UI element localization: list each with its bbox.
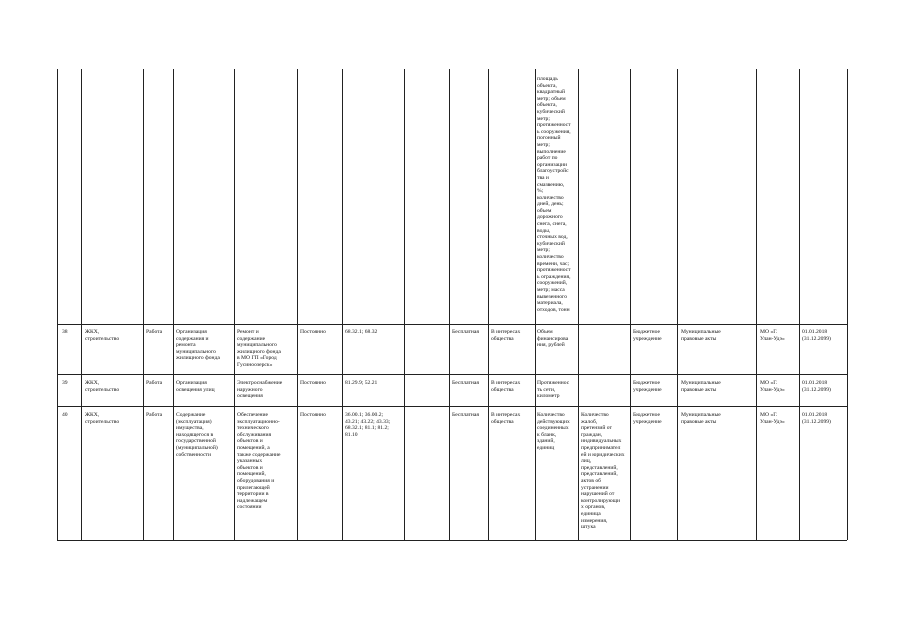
table-grid-line [488,69,489,540]
cell-content: Ремонт и содержание муниципального жилищного фонда в МО ГП «Город Гусиноозерск» [237,329,281,368]
cell-frequency: Постоянно [300,329,326,335]
table-grid-line [449,69,450,540]
cell-okved: 81.29.9; 52.21 [345,380,378,386]
cell-number: 39 [62,380,68,386]
cell-institution-type: Бюджетное учреждение [633,412,662,425]
cell-dates: 01.01.2018 (31.12.2099) [802,412,831,425]
cell-interests: В интересах общества [491,380,521,393]
table-grid-line [143,69,144,540]
cell-content: Электроснабжение наружного освещения [237,380,283,400]
cell-quality-indicator: Количество жалоб, претензий от граждан, индивидуальных предпринимател ей и юридических лиц, представлений, представлений, актов об устранении нарушений от контролирующи х органов, единица измерения, штука [581,412,625,531]
cell-institution-type: Бюджетное учреждение [633,329,662,342]
table-grid-line [57,540,847,541]
table-grid-line [847,69,848,540]
table-grid-line [173,69,174,540]
cell-volume-indicator: Протяженнос ть сети, километр [537,380,570,400]
cell-type: Работа [146,380,163,386]
cell-legal-acts: Муниципальные правовые акты [681,329,721,342]
table-grid-line [404,69,405,540]
cell-dates: 01.01.2018 (31.12.2099) [802,380,831,393]
cell-content: Обеспечение эксплуатационно- технического обслуживания объектов и помещений, а также содержание указанных объектов и помещений, оборудования и прилегающей территории в надлежащем состоянии [237,412,281,511]
table-grid-line [756,69,757,540]
table-grid-line [578,69,579,540]
cell-type: Работа [146,329,163,335]
cell-authority: МО «Г. Улан-Удэ» [760,380,785,393]
cell-okved: 68.32.1; 68.32 [345,329,378,335]
table-grid-line [677,69,678,540]
cell-name: Содержание (эксплуатация) имущества, находящегося в государственной (муниципальной) собственности [176,412,218,458]
cell-payment: Бесплатная [452,412,479,418]
cell-sector: ЖКХ, строительство [85,412,120,425]
cell-dates: 01.01.2018 (31.12.2099) [802,329,831,342]
table-grid-line [57,374,847,375]
cell-okved: 36.00.1; 36.00.2; 43.21; 43.22; 43.33; 68.32.1; 81.1; 81.2; 81.10 [345,412,391,438]
cell-legal-acts: Муниципальные правовые акты [681,380,721,393]
table-grid-line [57,69,58,540]
cell-institution-type: Бюджетное учреждение [633,380,662,393]
cell-volume-indicator: Количество действующих соединенных к бланк, зданий, единиц [537,412,570,451]
cell-frequency: Постоянно [300,380,326,386]
cell-payment: Бесплатная [452,380,479,386]
table-grid-line [799,69,800,540]
cell-legal-acts: Муниципальные правовые акты [681,412,721,425]
continued-units-cell: площадь объекта, квадратный метр; объем объекта, кубический метр; протяженност ь сооружения, погонный метр; выполнение работ по организации благоустройс тва и смазвению, %; количество дней, день; объем дорожного снега, снега, воды, сточных вод, кубический метр; количество времени, час; протяженност ь ограждения, сооружений, метр; масса вывезенного материала, отходов, тонн [537,76,571,313]
table-grid-line [81,69,82,540]
cell-sector: ЖКХ, строительство [85,380,120,393]
cell-authority: МО «Г. Улан-Удэ» [760,329,785,342]
cell-name: Организация содержания и ремонта муниципального жилищного фонда [176,329,220,362]
cell-interests: В интересах общества [491,329,521,342]
table-grid-line [630,69,631,540]
cell-interests: В интересах общества [491,412,521,425]
table-grid-line [535,69,536,540]
cell-type: Работа [146,412,163,418]
cell-number: 38 [62,329,68,335]
cell-number: 40 [62,412,68,418]
table-grid-line [297,69,298,540]
cell-frequency: Постоянно [300,412,326,418]
table-grid-line [57,324,847,325]
table-grid-line [57,406,847,407]
cell-authority: МО «Г. Улан-Удэ» [760,412,785,425]
cell-name: Организация освещения улиц [176,380,215,393]
cell-volume-indicator: Объем финансирова ния, рублей [537,329,569,349]
cell-sector: ЖКХ, строительство [85,329,120,342]
cell-payment: Бесплатная [452,329,479,335]
table-grid-line [234,69,235,540]
table-grid-line [342,69,343,540]
